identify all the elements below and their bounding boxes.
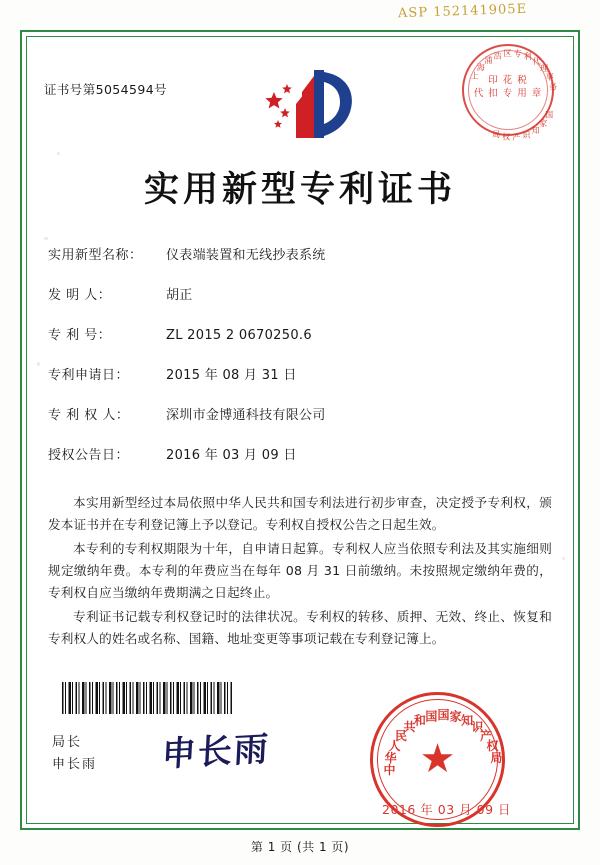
paper-speckle <box>57 152 60 155</box>
director-title-label: 局长 <box>52 735 83 750</box>
field-value: 仪表端装置和无线抄表系统 <box>166 248 326 263</box>
handwritten-signature: 申长雨 <box>160 729 271 775</box>
field-patent-number <box>48 327 552 345</box>
certificate-body <box>48 492 552 652</box>
signature-block <box>52 732 97 776</box>
field-value: 2015 年 08 月 31 日 <box>166 368 297 383</box>
seal-arc-text: 上 海 浦 浩 区 专 利 代 理 事 务 国 家 知 识 产 权 局 <box>470 49 558 142</box>
field-patentee <box>48 407 552 425</box>
certificate-fields <box>48 247 552 487</box>
field-value: 胡正 <box>166 288 193 303</box>
paper-speckle <box>562 557 565 560</box>
body-paragraph-1: 本实用新型经过本局依照中华人民共和国专利法进行初步审查，决定授予专利权，颁发本证书并在专利登记簿上予以登记。专利权自授权公告之日起生效。 <box>48 495 552 532</box>
field-value: 2016 年 03 月 09 日 <box>166 448 297 463</box>
paper-speckle <box>44 237 48 240</box>
certificate-serial-number: 证书号第5054594号 <box>44 82 167 97</box>
star-icon: ★ <box>419 735 456 782</box>
seal-arc-text: 中 华 人 民 共 和 国 国 家 知 识 产 权 局 <box>383 707 503 777</box>
page-footer: 第 1 页 (共 1 页) <box>250 840 350 854</box>
page-title: 实用新型专利证书 <box>143 169 456 210</box>
field-invention-name <box>48 247 552 265</box>
field-label: 专利申请日： <box>48 368 130 383</box>
field-grant-date <box>48 447 552 465</box>
field-value: ZL 2015 2 0670250.6 <box>166 328 312 343</box>
body-paragraph-3: 专利证书记载专利权登记时的法律状况。专利权的转移、质押、无效、终止、恢复和专利权人的姓名或名称、国籍、地址变更等事项记载在专利登记簿上。 <box>48 609 552 646</box>
field-value: 深圳市金博通科技有限公司 <box>166 408 326 423</box>
handwritten-annotation: ASP 152141905E <box>397 1 528 22</box>
tax-stamp-seal <box>462 44 558 142</box>
field-label: 授权公告日： <box>48 448 130 463</box>
patent-office-logo-icon <box>252 64 362 144</box>
field-label: 实用新型名称： <box>48 248 143 263</box>
field-inventor <box>48 287 552 305</box>
barcode <box>62 682 232 714</box>
field-label: 专 利 号： <box>48 328 112 343</box>
certificate-frame <box>20 30 580 830</box>
director-name-label: 申长雨 <box>52 757 98 772</box>
seal-date: 2016 年 03 月 09 日 <box>382 802 511 817</box>
field-application-date <box>48 367 552 385</box>
paper-speckle <box>37 362 40 366</box>
field-label: 发 明 人： <box>48 288 112 303</box>
field-label: 专 利 权 人： <box>48 408 130 423</box>
body-paragraph-2: 本专利的专利权期限为十年，自申请日起算。专利权人应当依照专利法及其实施细则规定缴纳年费。本专利的年费应当在每年 08 月 31 日前缴纳。未按照规定缴纳年费的，专利权自应当缴纳年费期满之日起终止。 <box>48 541 552 600</box>
seal-center-text: 印 花 税 代 扣 专 用 章 <box>473 75 543 99</box>
